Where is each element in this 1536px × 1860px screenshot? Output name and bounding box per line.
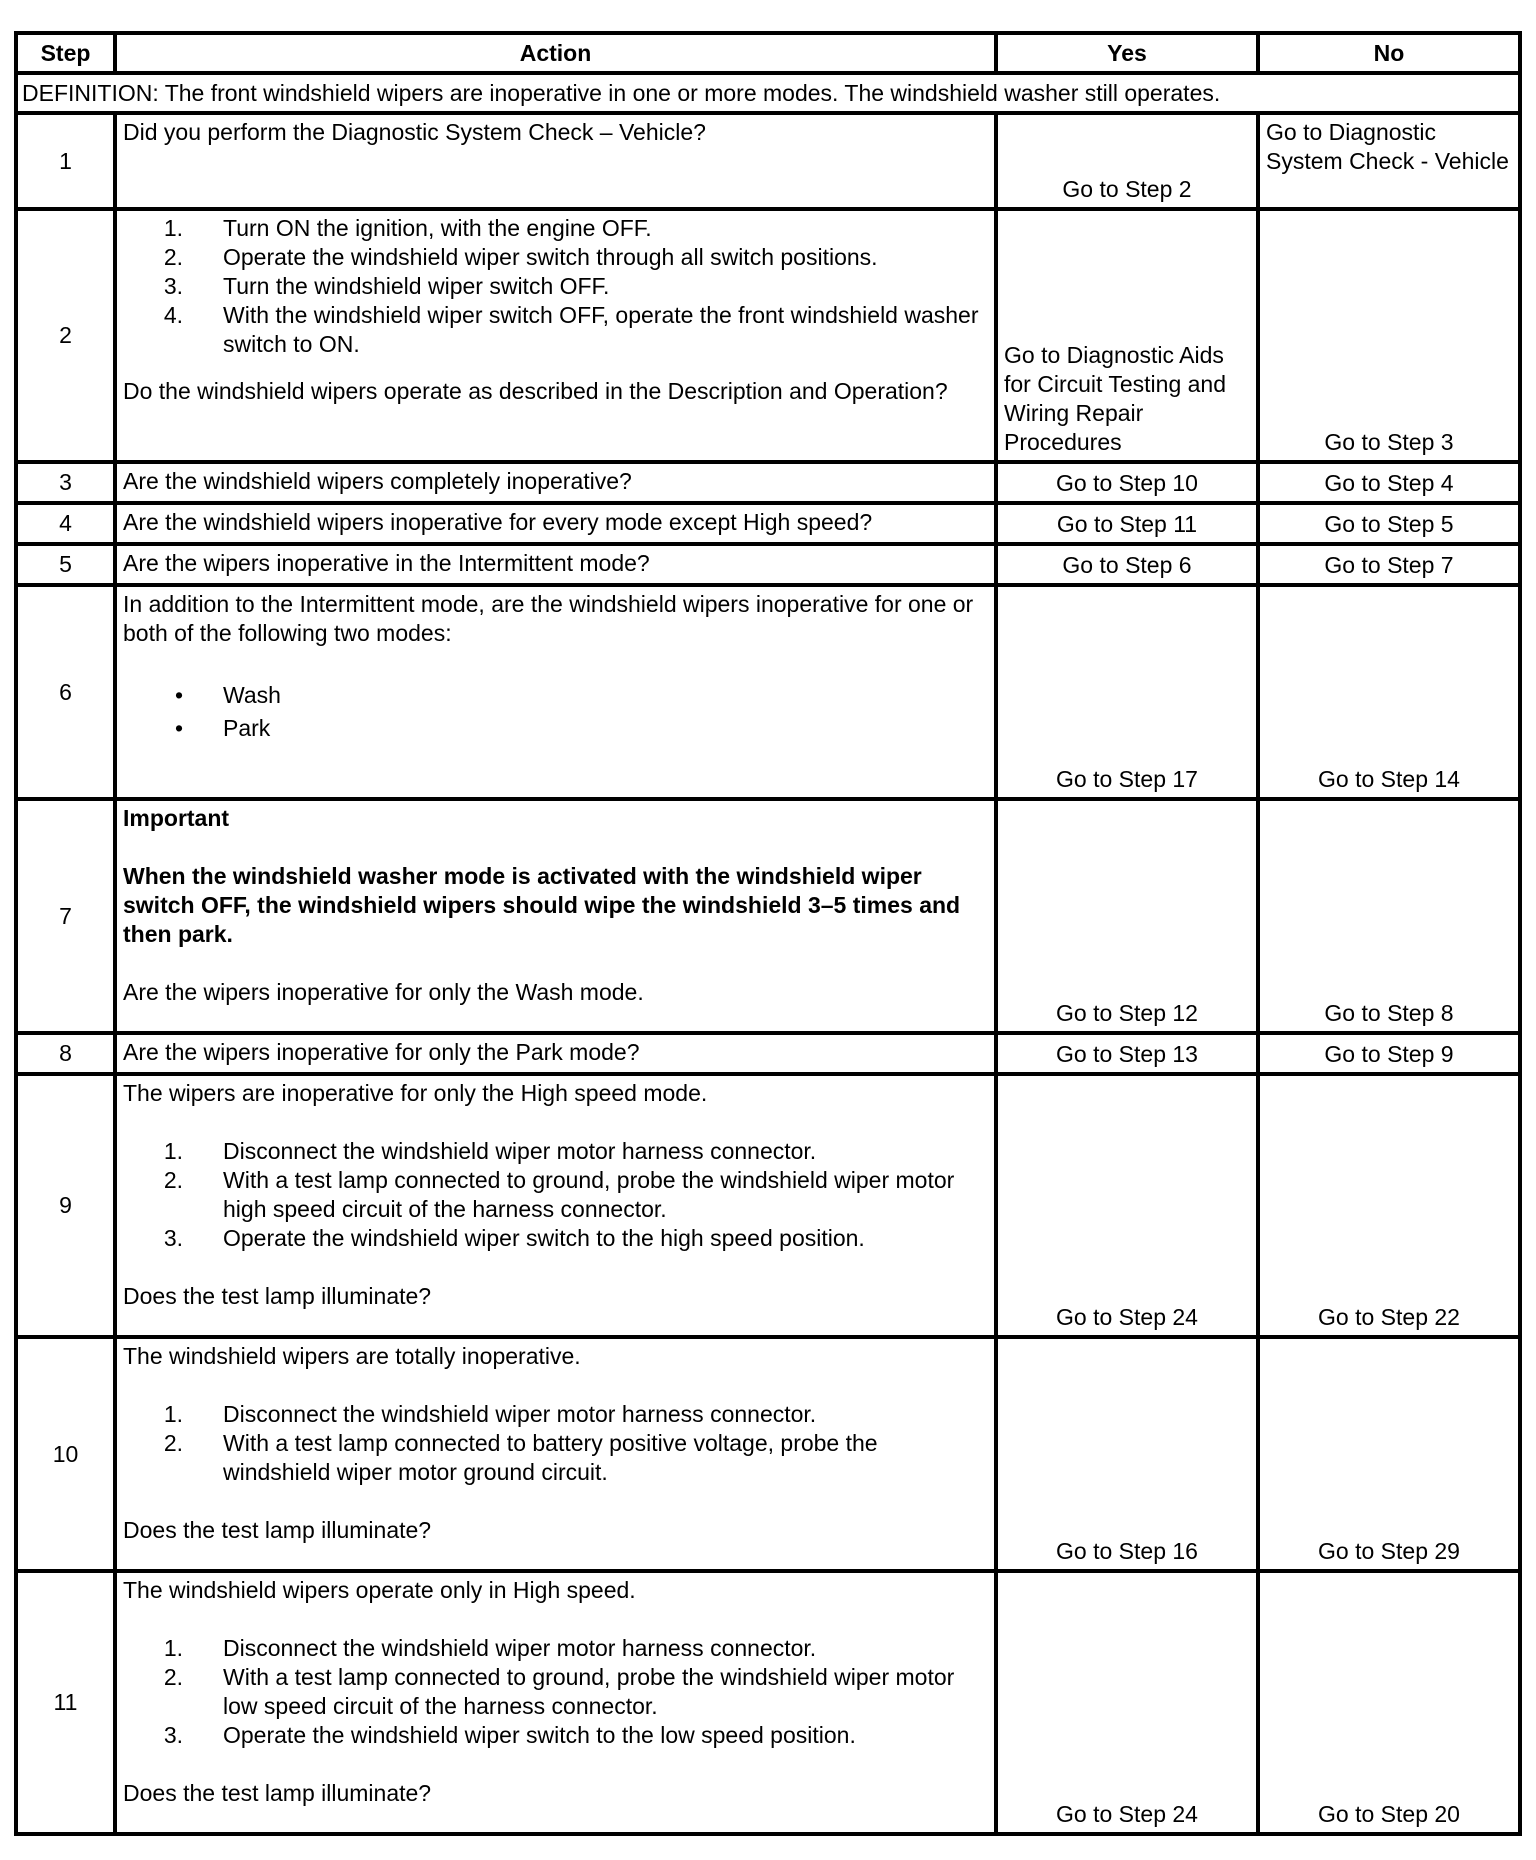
step-intro: The windshield wipers operate only in High speed. <box>123 1577 636 1603</box>
procedure-list <box>123 214 988 359</box>
yes-outcome: Go to Step 11 <box>996 503 1258 544</box>
header-no: No <box>1258 33 1520 73</box>
step-number: 11 <box>16 1571 115 1834</box>
step-action <box>115 1074 996 1337</box>
list-item: • Wash <box>123 681 988 710</box>
list-item: 2. With a test lamp connected to ground, probe the windshield wiper motor high speed circuit of the harness connector. <box>163 1167 955 1222</box>
list-item: 3. Turn the windshield wiper switch OFF. <box>163 273 610 299</box>
table-row <box>16 462 1520 503</box>
procedure-list <box>123 1400 988 1487</box>
table-row <box>16 113 1520 209</box>
step-number: 5 <box>16 544 115 585</box>
step-question: Are the wipers inoperative for only the Park mode? <box>115 1033 996 1074</box>
step-question: Are the wipers inoperative for only the Wash mode. <box>123 979 644 1005</box>
step-number: 9 <box>16 1074 115 1337</box>
step-action <box>115 799 996 1033</box>
table-row <box>16 209 1520 462</box>
diagnostic-table-container <box>14 31 1518 1836</box>
step-intro: The wipers are inoperative for only the High speed mode. <box>123 1080 708 1106</box>
procedure-list <box>123 1634 988 1750</box>
no-outcome: Go to Step 14 <box>1258 585 1520 799</box>
no-outcome: Go to Diagnostic System Check - Vehicle <box>1258 113 1520 209</box>
diagnostic-table <box>14 31 1522 1836</box>
important-note: When the windshield washer mode is activated with the windshield wiper switch OFF, the windshield wipers should wipe the windshield 3–5 times and then park. <box>123 863 961 947</box>
step-number: 4 <box>16 503 115 544</box>
procedure-list <box>123 1137 988 1253</box>
list-item: 1. Disconnect the windshield wiper motor harness connector. <box>163 1138 817 1164</box>
no-outcome: Go to Step 22 <box>1258 1074 1520 1337</box>
step-number: 6 <box>16 585 115 799</box>
step-number: 7 <box>16 799 115 1033</box>
yes-outcome: Go to Step 6 <box>996 544 1258 585</box>
step-number: 10 <box>16 1337 115 1571</box>
table-row <box>16 585 1520 799</box>
no-outcome: Go to Step 29 <box>1258 1337 1520 1571</box>
yes-outcome: Go to Step 17 <box>996 585 1258 799</box>
no-outcome: Go to Step 8 <box>1258 799 1520 1033</box>
definition-text: DEFINITION: The front windshield wipers are inoperative in one or more modes. The windshield washer still operates. <box>16 73 1520 113</box>
yes-outcome: Go to Step 2 <box>996 113 1258 209</box>
table-row <box>16 1033 1520 1074</box>
table-row <box>16 1337 1520 1571</box>
no-outcome: Go to Step 7 <box>1258 544 1520 585</box>
step-question: Does the test lamp illuminate? <box>123 1780 432 1806</box>
list-item: 3. Operate the windshield wiper switch to the high speed position. <box>163 1225 865 1251</box>
bullet-icon: • <box>174 682 183 708</box>
step-question: Does the test lamp illuminate? <box>123 1517 432 1543</box>
step-intro: The windshield wipers are totally inoperative. <box>123 1343 581 1369</box>
table-row <box>16 503 1520 544</box>
yes-outcome: Go to Step 12 <box>996 799 1258 1033</box>
header-action: Action <box>115 33 996 73</box>
step-action <box>115 1571 996 1834</box>
yes-outcome: Go to Diagnostic Aids for Circuit Testing and Wiring Repair Procedures <box>996 209 1258 462</box>
table-row <box>16 1571 1520 1834</box>
yes-outcome: Go to Step 24 <box>996 1571 1258 1834</box>
yes-outcome: Go to Step 13 <box>996 1033 1258 1074</box>
no-outcome: Go to Step 9 <box>1258 1033 1520 1074</box>
no-outcome: Go to Step 4 <box>1258 462 1520 503</box>
step-question: Does the test lamp illuminate? <box>123 1283 432 1309</box>
step-question: Are the windshield wipers completely inoperative? <box>115 462 996 503</box>
no-outcome: Go to Step 20 <box>1258 1571 1520 1834</box>
list-item: 1. Turn ON the ignition, with the engine OFF. <box>163 215 652 241</box>
no-outcome: Go to Step 5 <box>1258 503 1520 544</box>
list-item: 1. Disconnect the windshield wiper motor harness connector. <box>163 1401 817 1427</box>
list-item: 3. Operate the windshield wiper switch to the low speed position. <box>163 1722 856 1748</box>
step-question: Did you perform the Diagnostic System Check – Vehicle? <box>123 119 706 145</box>
list-item: 2. With a test lamp connected to ground, probe the windshield wiper motor low speed circuit of the harness connector. <box>163 1664 955 1719</box>
step-number: 3 <box>16 462 115 503</box>
header-step: Step <box>16 33 115 73</box>
list-item: • Park <box>123 714 988 743</box>
table-row <box>16 1074 1520 1337</box>
table-row <box>16 799 1520 1033</box>
step-action <box>115 585 996 799</box>
list-item: 2. Operate the windshield wiper switch through all switch positions. <box>163 244 878 270</box>
mode-bullet-list <box>123 681 988 743</box>
step-question: Are the wipers inoperative in the Intermittent mode? <box>115 544 996 585</box>
header-row <box>16 33 1520 73</box>
table-row <box>16 544 1520 585</box>
yes-outcome: Go to Step 10 <box>996 462 1258 503</box>
important-label: Important <box>123 805 230 831</box>
yes-outcome: Go to Step 16 <box>996 1337 1258 1571</box>
header-yes: Yes <box>996 33 1258 73</box>
no-outcome: Go to Step 3 <box>1258 209 1520 462</box>
step-number: 8 <box>16 1033 115 1074</box>
list-item: 2. With a test lamp connected to battery positive voltage, probe the windshield wiper motor ground circuit. <box>163 1430 878 1485</box>
step-question: Are the windshield wipers inoperative for every mode except High speed? <box>115 503 996 544</box>
step-question: In addition to the Intermittent mode, are the windshield wipers inoperative for one or both of the following two modes: <box>123 591 974 646</box>
step-number: 2 <box>16 209 115 462</box>
step-action <box>115 1337 996 1571</box>
step-action <box>115 209 996 462</box>
yes-outcome: Go to Step 24 <box>996 1074 1258 1337</box>
step-number: 1 <box>16 113 115 209</box>
definition-row <box>16 73 1520 113</box>
list-item: 4. With the windshield wiper switch OFF, operate the front windshield washer switch to ON. <box>163 302 979 357</box>
list-item: 1. Disconnect the windshield wiper motor harness connector. <box>163 1635 817 1661</box>
bullet-icon: • <box>174 715 183 741</box>
step-question: Do the windshield wipers operate as described in the Description and Operation? <box>123 378 948 404</box>
step-action <box>115 113 996 209</box>
